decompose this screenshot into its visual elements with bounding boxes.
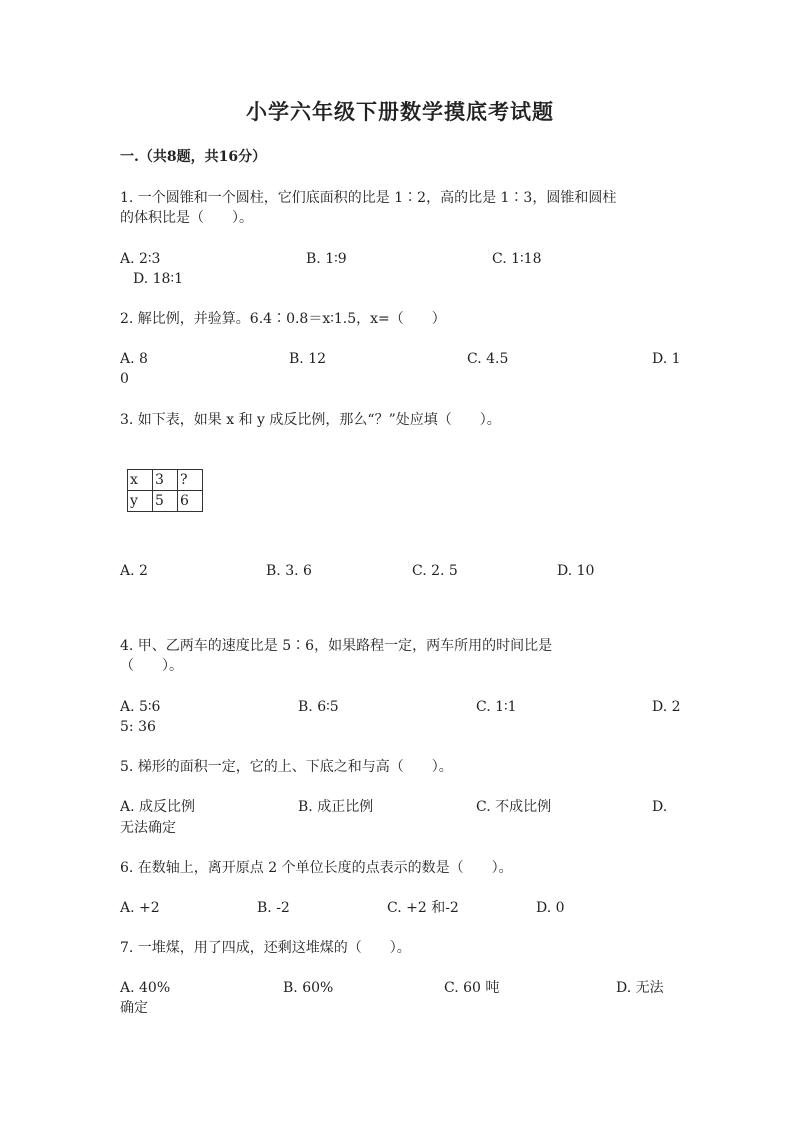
table-cell: 5	[153, 491, 178, 512]
question-4-option-d-cont: 5: 36	[120, 719, 156, 735]
question-7-option-d-cont: 确定	[120, 1000, 148, 1016]
question-4-option-d[interactable]: D. 2	[652, 699, 681, 715]
question-3-option-a[interactable]: A. 2	[120, 563, 148, 579]
table-cell: ?	[178, 470, 203, 491]
question-3-table	[127, 469, 203, 512]
question-2-option-a[interactable]: A. 8	[120, 351, 148, 367]
question-6-option-c[interactable]: C. +2 和-2	[387, 900, 459, 916]
question-3-option-b[interactable]: B. 3. 6	[266, 563, 312, 579]
section-heading: 一.（共8题，共16分）	[120, 149, 267, 165]
question-4-option-a[interactable]: A. 5∶6	[120, 699, 161, 715]
question-7-option-d[interactable]: D. 无法	[616, 980, 664, 996]
question-4-option-c[interactable]: C. 1∶1	[476, 699, 517, 715]
question-6-text: 6. 在数轴上，离开原点 2 个单位长度的点表示的数是（ ）。	[120, 860, 513, 876]
question-1-text-cont: 的体积比是（ ）。	[120, 210, 253, 226]
table-row	[128, 491, 203, 512]
table-cell: 6	[178, 491, 203, 512]
question-4-option-b[interactable]: B. 6∶5	[298, 699, 339, 715]
question-2-option-c[interactable]: C. 4.5	[467, 351, 509, 367]
table-cell: 3	[153, 470, 178, 491]
question-1-option-a[interactable]: A. 2∶3	[120, 251, 161, 267]
question-6-option-d[interactable]: D. 0	[536, 900, 565, 916]
question-2-option-d-cont: 0	[120, 371, 129, 387]
question-1-option-d[interactable]: D. 18∶1	[133, 271, 183, 287]
question-5-text: 5. 梯形的面积一定，它的上、下底之和与高（ ）。	[120, 759, 453, 775]
question-4-text-cont: （ ）。	[120, 658, 183, 674]
table-row	[128, 470, 203, 491]
question-7-option-a[interactable]: A. 40%	[120, 980, 171, 996]
question-5-option-c[interactable]: C. 不成比例	[476, 799, 552, 815]
question-2-option-d[interactable]: D. 1	[652, 351, 681, 367]
question-1-text: 1. 一个圆锥和一个圆柱，它们底面积的比是 1∶2，高的比是 1∶3，圆锥和圆柱	[120, 190, 617, 206]
question-2-text: 2. 解比例，并验算。6.4∶0.8＝x∶1.5，x=（ ）	[120, 311, 446, 327]
question-5-option-d[interactable]: D.	[652, 799, 668, 815]
question-3-option-c[interactable]: C. 2. 5	[412, 563, 458, 579]
table-cell: y	[128, 491, 153, 512]
question-4-text: 4. 甲、乙两车的速度比是 5∶6，如果路程一定，两车所用的时间比是	[120, 638, 553, 654]
question-7-text: 7. 一堆煤，用了四成，还剩这堆煤的（ ）。	[120, 940, 411, 956]
question-1-option-c[interactable]: C. 1∶18	[492, 251, 542, 267]
question-5-option-b[interactable]: B. 成正比例	[298, 799, 374, 815]
question-6-option-a[interactable]: A. +2	[120, 900, 160, 916]
question-1-option-b[interactable]: B. 1∶9	[306, 251, 347, 267]
table-cell: x	[128, 470, 153, 491]
question-5-option-d-cont: 无法确定	[120, 820, 176, 836]
question-2-option-b[interactable]: B. 12	[289, 351, 327, 367]
question-3-option-d[interactable]: D. 10	[557, 563, 595, 579]
question-7-option-b[interactable]: B. 60%	[283, 980, 334, 996]
question-3-text: 3. 如下表，如果 x 和 y 成反比例，那么“？”处应填（ ）。	[120, 412, 501, 428]
page-title: 小学六年级下册数学摸底考试题	[246, 99, 554, 124]
question-7-option-c[interactable]: C. 60 吨	[444, 980, 500, 996]
question-6-option-b[interactable]: B. -2	[257, 900, 290, 916]
question-5-option-a[interactable]: A. 成反比例	[120, 799, 196, 815]
